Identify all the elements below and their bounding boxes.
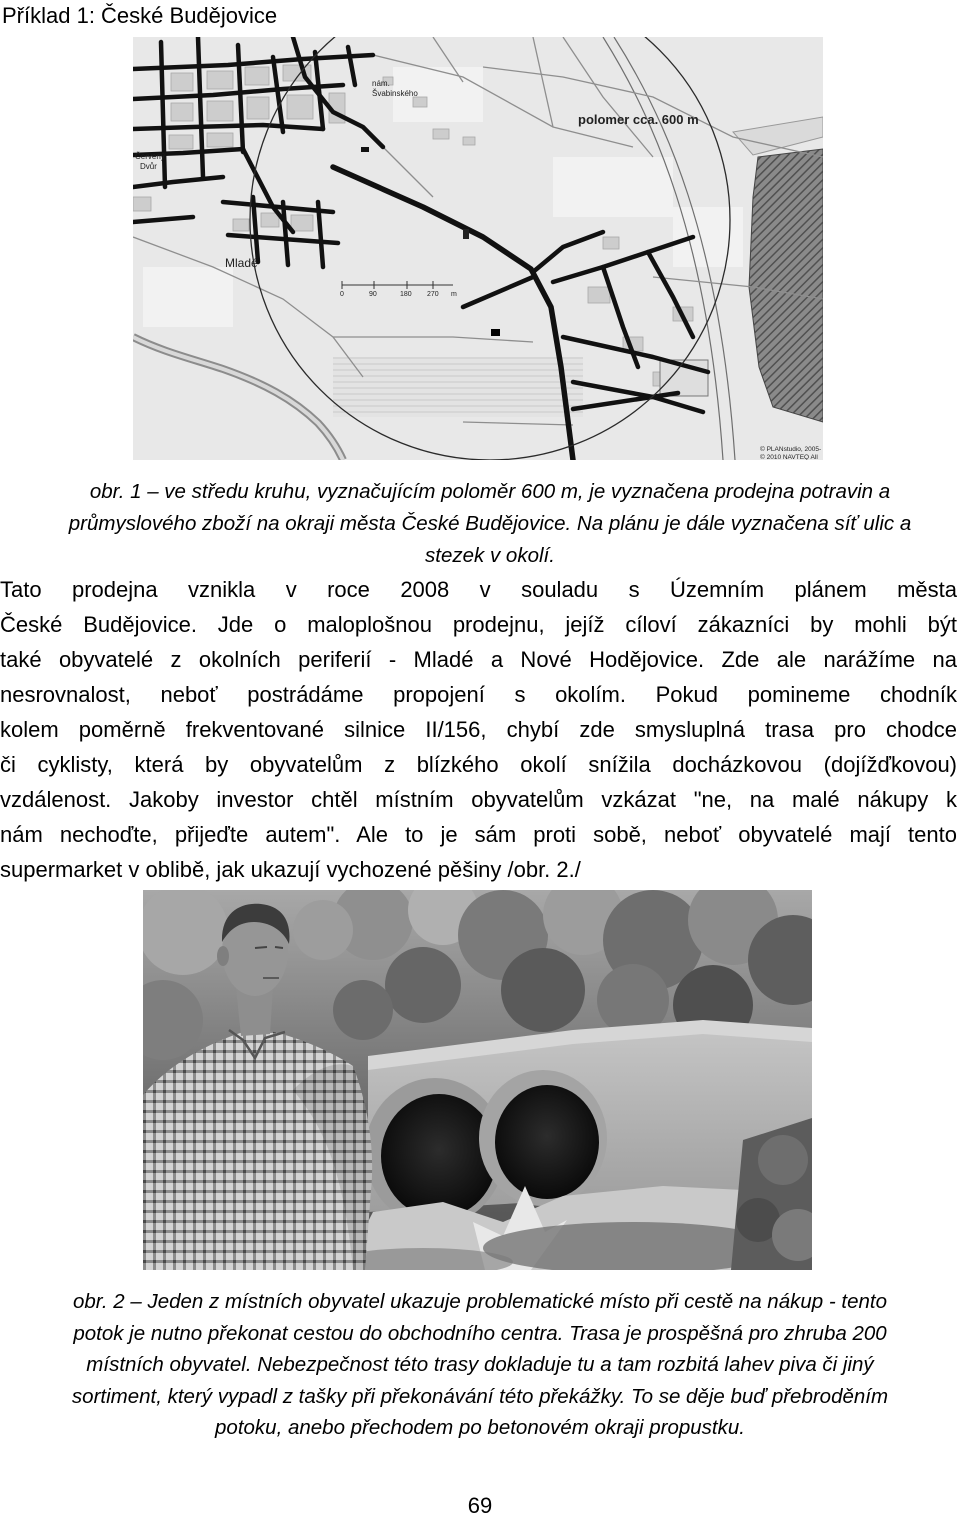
scale-label: 90 (369, 291, 377, 298)
paragraph-line: vzdálenost. Jakoby investor chtěl místním obyvatelům vzkázat "ne, na malé nákupy k (0, 787, 957, 812)
caption-line: místních obyvatel. Nebezpečnost této trasy dokladuje tu a tam rozbitá lahev piva či jiný (86, 1353, 874, 1376)
paragraph-line: či cyklisty, která by obyvatelům z blízkého okolí snížila docházkovou (dojížďkovou) (0, 752, 957, 777)
map-label-district: Červený (135, 152, 165, 161)
body-paragraph (0, 572, 957, 887)
map-label-square: Švabinského (372, 89, 418, 98)
paragraph-line: Tato prodejna vznikla v roce 2008 v souladu s Územním plánem města (0, 577, 957, 602)
stop-marker (463, 229, 469, 239)
scale-unit: m (451, 291, 457, 298)
page-number: 69 (467, 1493, 493, 1518)
paragraph-line: supermarket v oblibě, jak ukazují vychozené pěšiny /obr. 2./ (0, 857, 581, 882)
scale-label: 270 (427, 291, 439, 298)
map-copyright: © 2010 NAVTEQ All (760, 454, 818, 460)
figure2-caption (0, 1286, 960, 1444)
photo-foliage-bush (758, 1135, 808, 1185)
map-fields (333, 357, 583, 417)
paragraph-line: nesrovnalost, neboť postrádáme propojení s okolím. Pokud pomineme chodník (0, 682, 957, 707)
store-marker (491, 329, 500, 336)
scale-label: 0 (340, 291, 344, 298)
culvert-pipe-right (495, 1085, 599, 1199)
caption-line: potok je nutno překonat cestou do obchodního centra. Trasa je prospěšná pro zhruba 200 (73, 1321, 887, 1345)
caption-line: obr. 1 – ve středu kruhu, vyznačujícím poloměr 600 m, je vyznačena prodejna potravin a (89, 480, 891, 503)
scale-label: 180 (400, 291, 412, 298)
caption-line: potoku, anebo přechodem po betonovém okraji propustku. (215, 1416, 745, 1439)
caption-line: průmyslového zboží na okraji města České Budějovice. Na plánu je dále vyznačena síť ulic a (68, 512, 912, 535)
map-copyright: © PLANstudio, 2005- (760, 446, 822, 453)
map-label-square: nám. (372, 79, 390, 88)
culvert-photo (143, 890, 812, 1270)
map-figure (133, 37, 823, 460)
culvert-photo-image (143, 890, 812, 1270)
map-label-mlade: Mladé (225, 256, 258, 270)
man-ear (217, 946, 229, 966)
paragraph-line: kolem poměrně frekventované silnice II/156, chybí zde smysluplná trasa pro chodce (0, 717, 957, 742)
page-title: Příklad 1: České Budějovice (2, 3, 278, 28)
city-map (133, 37, 823, 460)
figure1-caption (20, 476, 960, 572)
caption-line: sortiment, který vypadl z tašky při překonávání této překážky. To se děje buď přebroděním (71, 1384, 889, 1408)
caption-line: stezek v okolí. (425, 544, 555, 567)
paragraph-line: České Budějovice. Jde o maloplošnou prodejnu, jejíž cíloví zákazníci by mohli být (0, 612, 957, 637)
stop-marker (361, 147, 369, 152)
paragraph-line: nám nechoďte, přijeďte autem". Ale to je sám proti sobě, neboť obyvatelé mají tento (0, 822, 957, 847)
paragraph-line: také obyvatelé z okolních periferií - Mladé a Nové Hodějovice. Zde ale narážíme na (0, 647, 957, 672)
caption-line: obr. 2 – Jeden z místních obyvatel ukazuje problematické místo při cestě na nákup - tento (73, 1290, 887, 1313)
map-radius-note: polomer cca. 600 m (578, 112, 699, 127)
culvert-pipe-left (381, 1094, 497, 1218)
map-label-district: Dvůr (140, 162, 157, 171)
